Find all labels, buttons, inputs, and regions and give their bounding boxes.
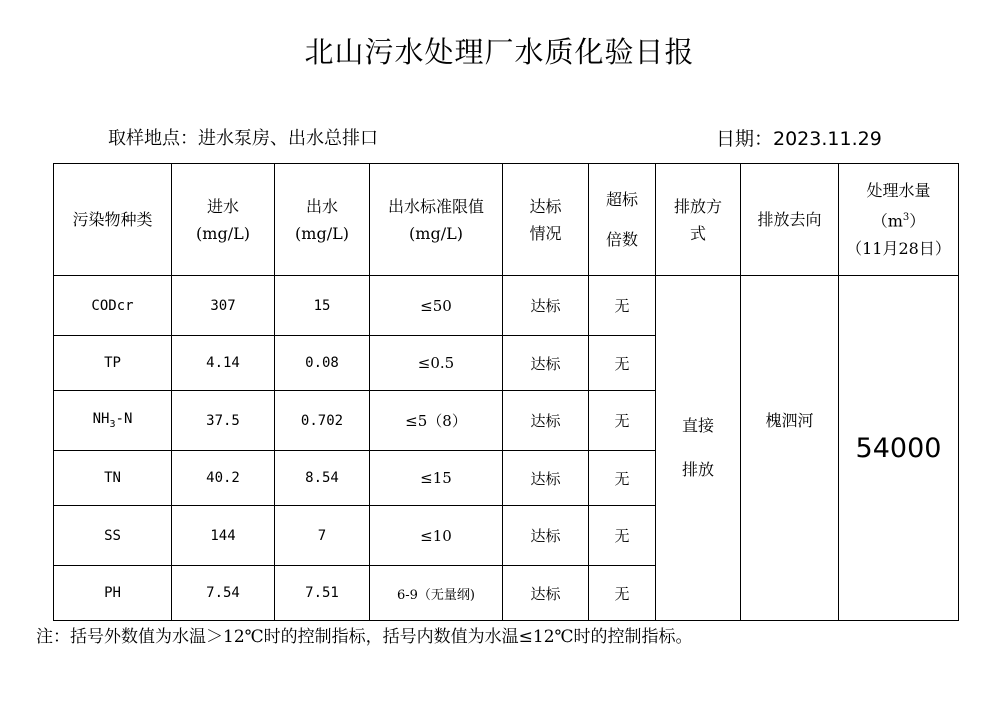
header-exceed: 超标 倍数 bbox=[589, 164, 656, 276]
pollutant-cell: CODcr bbox=[54, 276, 172, 336]
limit-cell: 6-9（无量纲) bbox=[370, 566, 503, 621]
exceed-cell: 无 bbox=[589, 336, 656, 391]
header-method: 排放方 式 bbox=[656, 164, 741, 276]
outlet-cell: 7 bbox=[275, 506, 370, 566]
inlet-cell: 144 bbox=[172, 506, 275, 566]
inlet-cell: 37.5 bbox=[172, 391, 275, 451]
header-pollutant: 污染物种类 bbox=[54, 164, 172, 276]
compliance-cell: 达标 bbox=[503, 566, 589, 621]
discharge-destination: 槐泗河 bbox=[741, 276, 839, 621]
pollutant-cell: PH bbox=[54, 566, 172, 621]
header-volume: 处理水量 $(m^3)$ （11月28日） bbox=[839, 164, 959, 276]
exceed-cell: 无 bbox=[589, 276, 656, 336]
compliance-cell: 达标 bbox=[503, 451, 589, 506]
compliance-cell: 达标 bbox=[503, 391, 589, 451]
pollutant-cell: TP bbox=[54, 336, 172, 391]
exceed-cell: 无 bbox=[589, 451, 656, 506]
limit-cell: ≤15 bbox=[370, 451, 503, 506]
limit-cell: ≤5（8） bbox=[370, 391, 503, 451]
inlet-cell: 4.14 bbox=[172, 336, 275, 391]
pollutant-cell: $NH_3-N$ bbox=[54, 391, 172, 451]
header-outlet: 出水 (mg/L) bbox=[275, 164, 370, 276]
inlet-cell: 7.54 bbox=[172, 566, 275, 621]
water-quality-table bbox=[53, 163, 959, 621]
limit-cell: ≤50 bbox=[370, 276, 503, 336]
header-destination: 排放去向 bbox=[741, 164, 839, 276]
limit-cell: ≤10 bbox=[370, 506, 503, 566]
outlet-cell: 7.51 bbox=[275, 566, 370, 621]
report-date: 日期：2023.11.29 bbox=[716, 128, 882, 150]
discharge-method: 直接 排放 bbox=[656, 276, 741, 621]
treated-volume: 54000 bbox=[839, 276, 959, 621]
outlet-cell: 0.702 bbox=[275, 391, 370, 451]
exceed-cell: 无 bbox=[589, 566, 656, 621]
pollutant-cell: SS bbox=[54, 506, 172, 566]
header-compliance: 达标 情况 bbox=[503, 164, 589, 276]
exceed-cell: 无 bbox=[589, 506, 656, 566]
footnote: 注：括号外数值为水温＞12℃时的控制指标，括号内数值为水温≤12℃时的控制指标。 bbox=[36, 627, 693, 647]
sampling-location: 取样地点：进水泵房、出水总排口 bbox=[108, 128, 378, 149]
inlet-cell: 307 bbox=[172, 276, 275, 336]
inlet-cell: 40.2 bbox=[172, 451, 275, 506]
header-row bbox=[54, 164, 959, 276]
table-row bbox=[54, 276, 959, 336]
compliance-cell: 达标 bbox=[503, 276, 589, 336]
compliance-cell: 达标 bbox=[503, 336, 589, 391]
limit-cell: ≤0.5 bbox=[370, 336, 503, 391]
outlet-cell: 0.08 bbox=[275, 336, 370, 391]
outlet-cell: 8.54 bbox=[275, 451, 370, 506]
exceed-cell: 无 bbox=[589, 391, 656, 451]
header-inlet: 进水 (mg/L) bbox=[172, 164, 275, 276]
outlet-cell: 15 bbox=[275, 276, 370, 336]
header-limit: 出水标准限值 (mg/L) bbox=[370, 164, 503, 276]
compliance-cell: 达标 bbox=[503, 506, 589, 566]
pollutant-cell: TN bbox=[54, 451, 172, 506]
page-title: 北山污水处理厂水质化验日报 bbox=[304, 35, 695, 69]
